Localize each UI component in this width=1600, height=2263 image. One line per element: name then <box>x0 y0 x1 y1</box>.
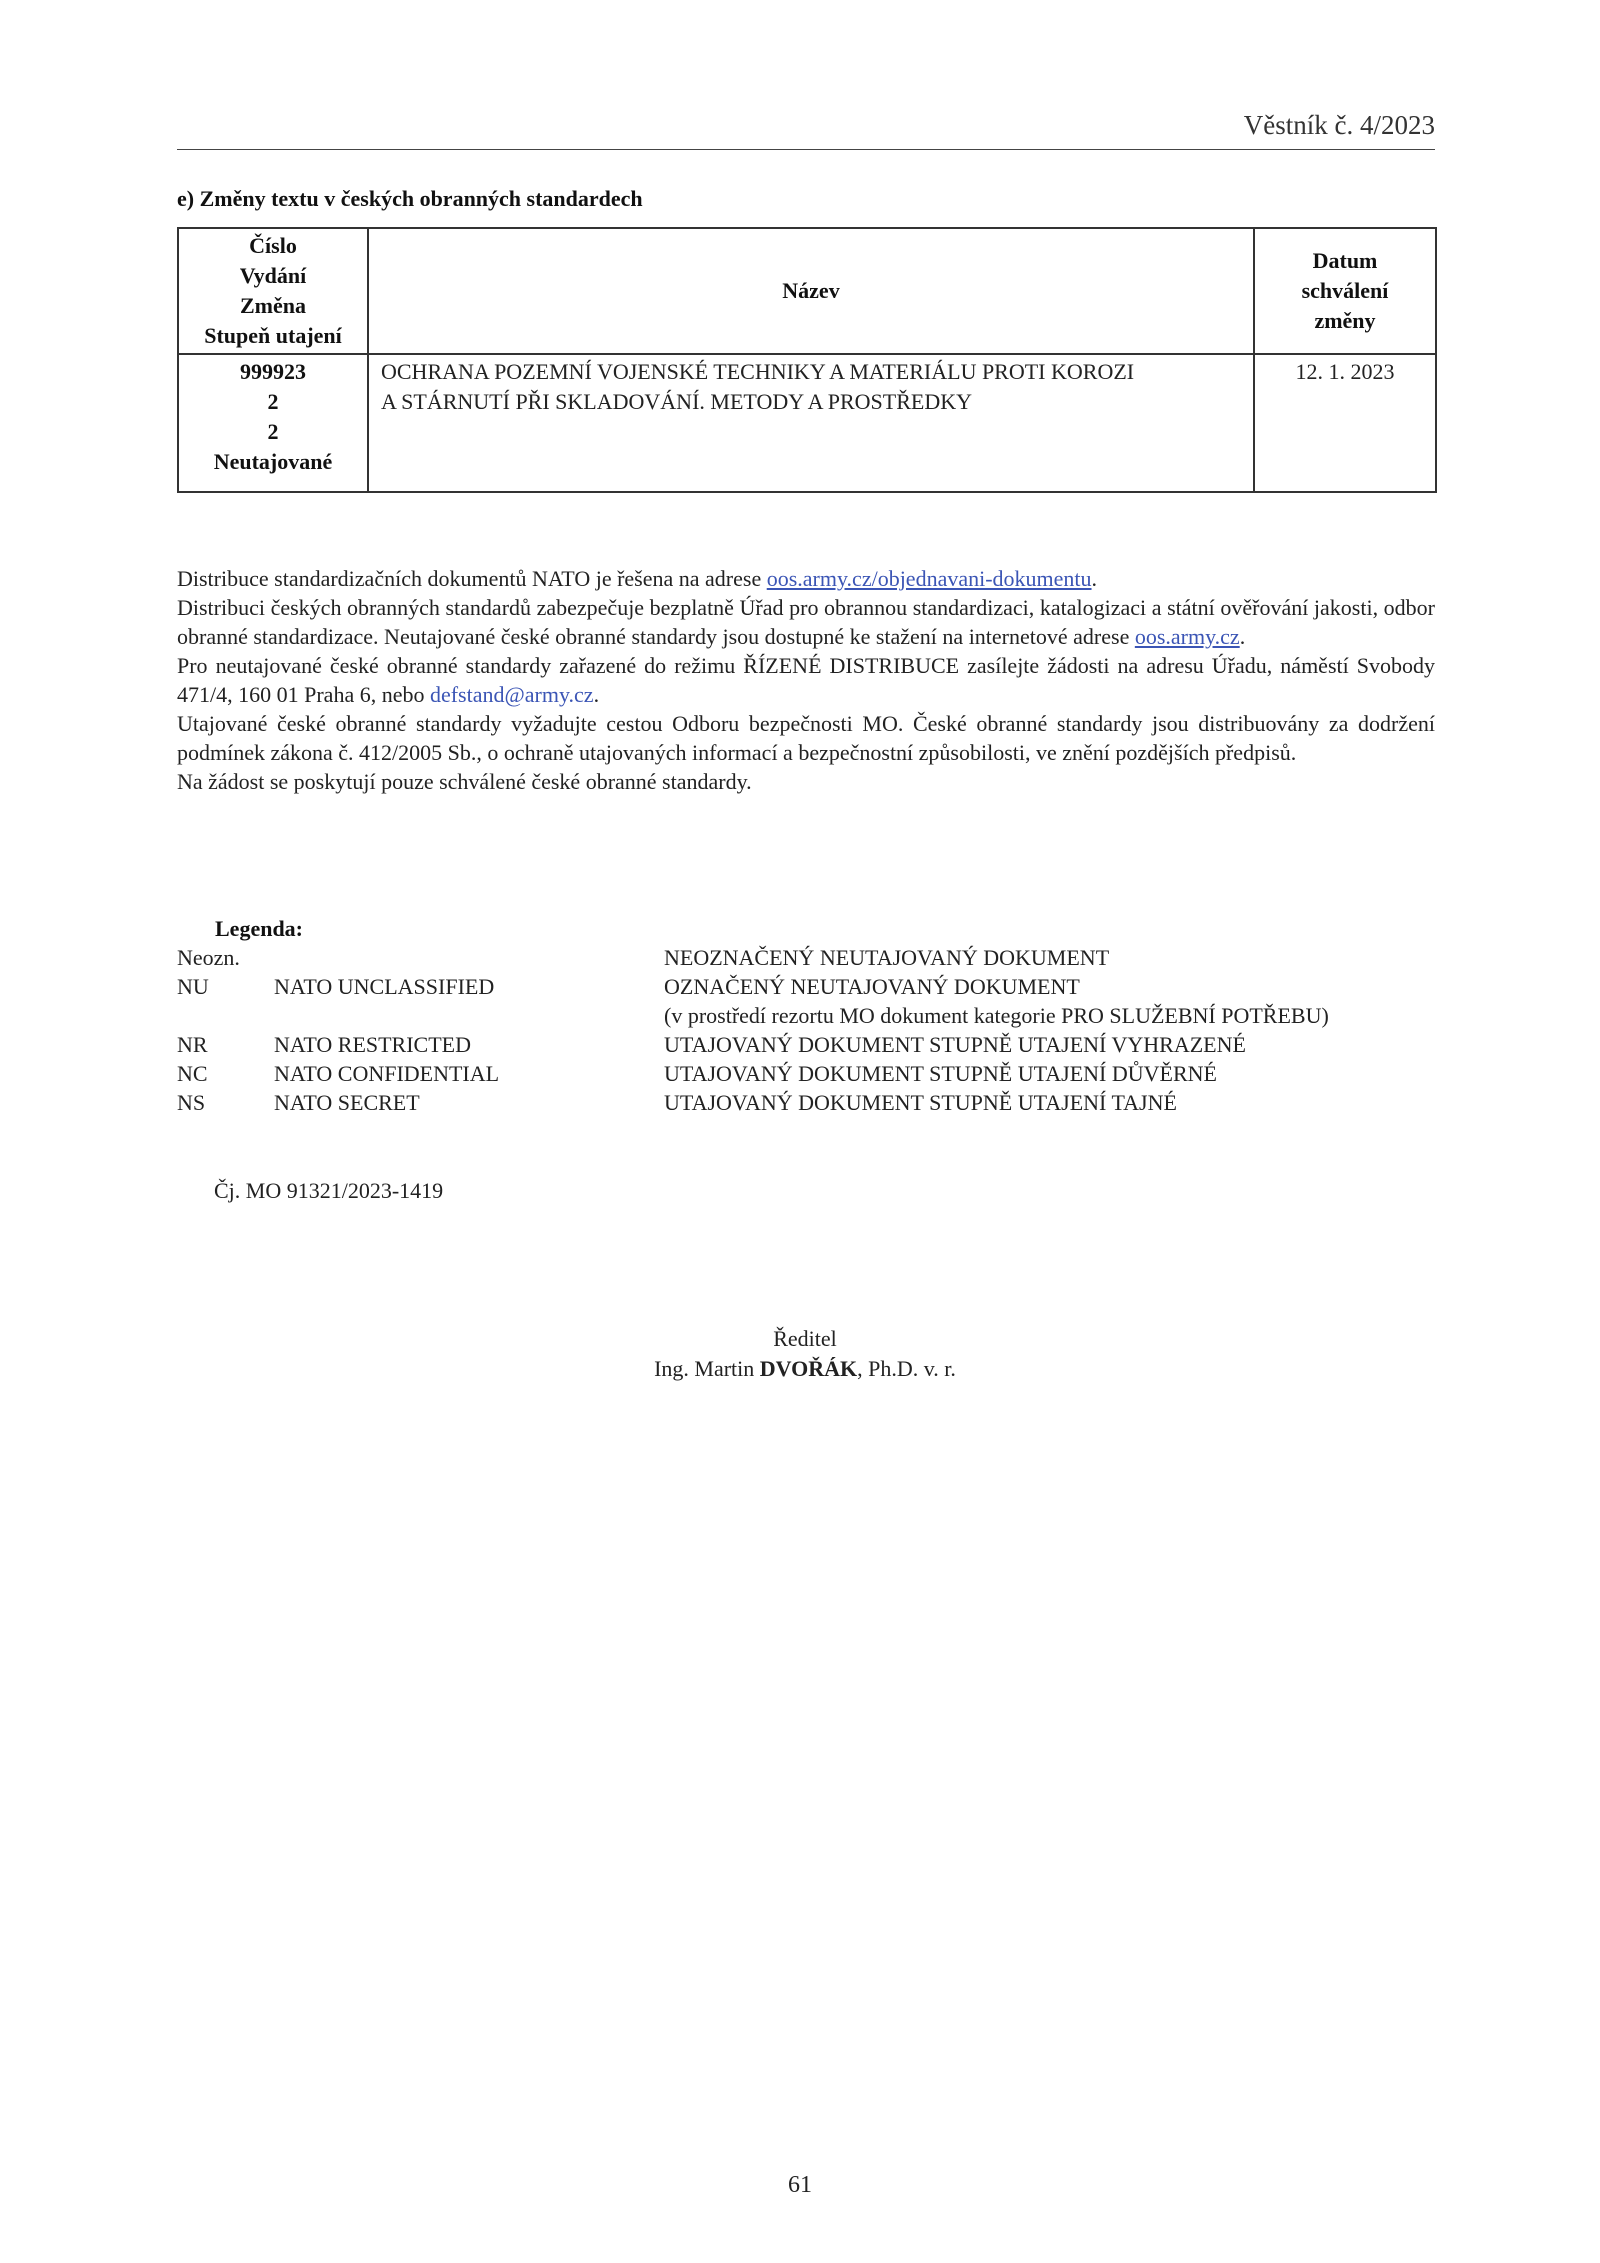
standard-title: OCHRANA POZEMNÍ VOJENSKÉ TECHNIKY A MATERIÁLU PROTI KOROZI A STÁRNUTÍ PŘI SKLADOVÁNÍ. METODY A PROSTŘEDKY <box>368 354 1254 492</box>
legend-desc: UTAJOVANÝ DOKUMENT STUPNĚ UTAJENÍ DŮVĚRNÉ <box>664 1061 1217 1086</box>
header-approval-date: Datum schválení změny <box>1254 228 1436 354</box>
standard-identifiers <box>178 354 368 492</box>
info-paragraph: Distribuce standardizačních dokumentů NATO je řešena na adrese oos.army.cz/objednavani-dokumentu. <box>177 566 1098 591</box>
nato-documents-link[interactable]: oos.army.cz/objednavani-dokumentu <box>766 566 1092 591</box>
legend-nato: NATO UNCLASSIFIED <box>274 974 495 999</box>
oos-army-link[interactable]: oos.army.cz <box>1134 624 1240 649</box>
legend-nato: NATO SECRET <box>274 1090 420 1115</box>
defstand-email-link[interactable]: defstand@army.cz <box>429 682 594 707</box>
standard-edition: 2 <box>267 389 279 414</box>
legend-title: Legenda: <box>215 916 303 941</box>
legend-desc: UTAJOVANÝ DOKUMENT STUPNĚ UTAJENÍ VYHRAZENÉ <box>664 1032 1246 1057</box>
standard-approval-date: 12. 1. 2023 <box>1254 354 1436 492</box>
legend-abbr: Neozn. <box>177 945 240 970</box>
table-row <box>178 354 1436 492</box>
legend-abbr: NS <box>177 1090 206 1115</box>
legend-row <box>177 1030 1435 1059</box>
legend-abbr: NU <box>177 974 209 999</box>
info-paragraph: Na žádost se poskytují pouze schválené české obranné standardy. <box>177 769 752 794</box>
legend-row <box>177 1059 1435 1088</box>
legend-nato: NATO CONFIDENTIAL <box>274 1061 500 1086</box>
signature-role: Ředitel <box>773 1326 837 1351</box>
legend-desc: NEOZNAČENÝ NEUTAJOVANÝ DOKUMENT <box>664 945 1110 970</box>
header-number-edition-change-classification: Číslo Vydání Změna Stupeň utajení <box>178 228 368 354</box>
legend-desc: OZNAČENÝ NEUTAJOVANÝ DOKUMENT (v prostředí rezortu MO dokument kategorie PRO SLUŽEBNÍ POTŘEBU) <box>664 974 1329 1028</box>
info-paragraph: Distribuci českých obranných standardů zabezpečuje bezplatně Úřad pro obrannou standardizaci, katalogizaci a státní ověřování jakosti, odbor obranné standardizace. Neutajované české obranné standardy jsou dostupné ke stažení na internetové adrese oos.army.cz. <box>177 595 1435 649</box>
page-number: 61 <box>788 2172 812 2198</box>
standard-classification: Neutajované <box>213 449 333 474</box>
standards-table <box>177 227 1437 493</box>
legend-row <box>177 972 1435 1030</box>
standard-change: 2 <box>267 419 279 444</box>
legend <box>177 914 1435 1117</box>
signature-name: Ing. Martin DVOŘÁK, Ph.D. v. r. <box>654 1356 956 1381</box>
info-paragraph: Utajované české obranné standardy vyžadujte cestou Odboru bezpečnosti MO. České obranné standardy jsou distribuovány za dodržení podmínek zákona č. 412/2005 Sb., o ochraně utajovaných informací a bezpečnostní způsobilosti, ve znění pozdějších předpisů. <box>177 711 1435 765</box>
legend-nato: NATO RESTRICTED <box>274 1032 471 1057</box>
standard-number: 999923 <box>240 359 306 384</box>
legend-abbr: NC <box>177 1061 208 1086</box>
legend-abbr: NR <box>177 1032 208 1057</box>
info-paragraph: Pro neutajované české obranné standardy zařazené do režimu ŘÍZENÉ DISTRIBUCE zasílejte žádosti na adresu Úřadu, náměstí Svobody 471/4, 160 01 Praha 6, nebo defstand@army.cz. <box>177 653 1435 707</box>
section-title: e) Změny textu v českých obranných standardech <box>177 186 643 211</box>
journal-header: Věstník č. 4/2023 <box>177 110 1435 150</box>
reference-number: Čj. MO 91321/2023-1419 <box>214 1178 444 1203</box>
legend-desc: UTAJOVANÝ DOKUMENT STUPNĚ UTAJENÍ TAJNÉ <box>664 1090 1177 1115</box>
header-title: Název <box>368 228 1254 354</box>
legend-row <box>177 1088 1435 1117</box>
distribution-info <box>177 564 1435 796</box>
legend-row <box>177 943 1435 972</box>
